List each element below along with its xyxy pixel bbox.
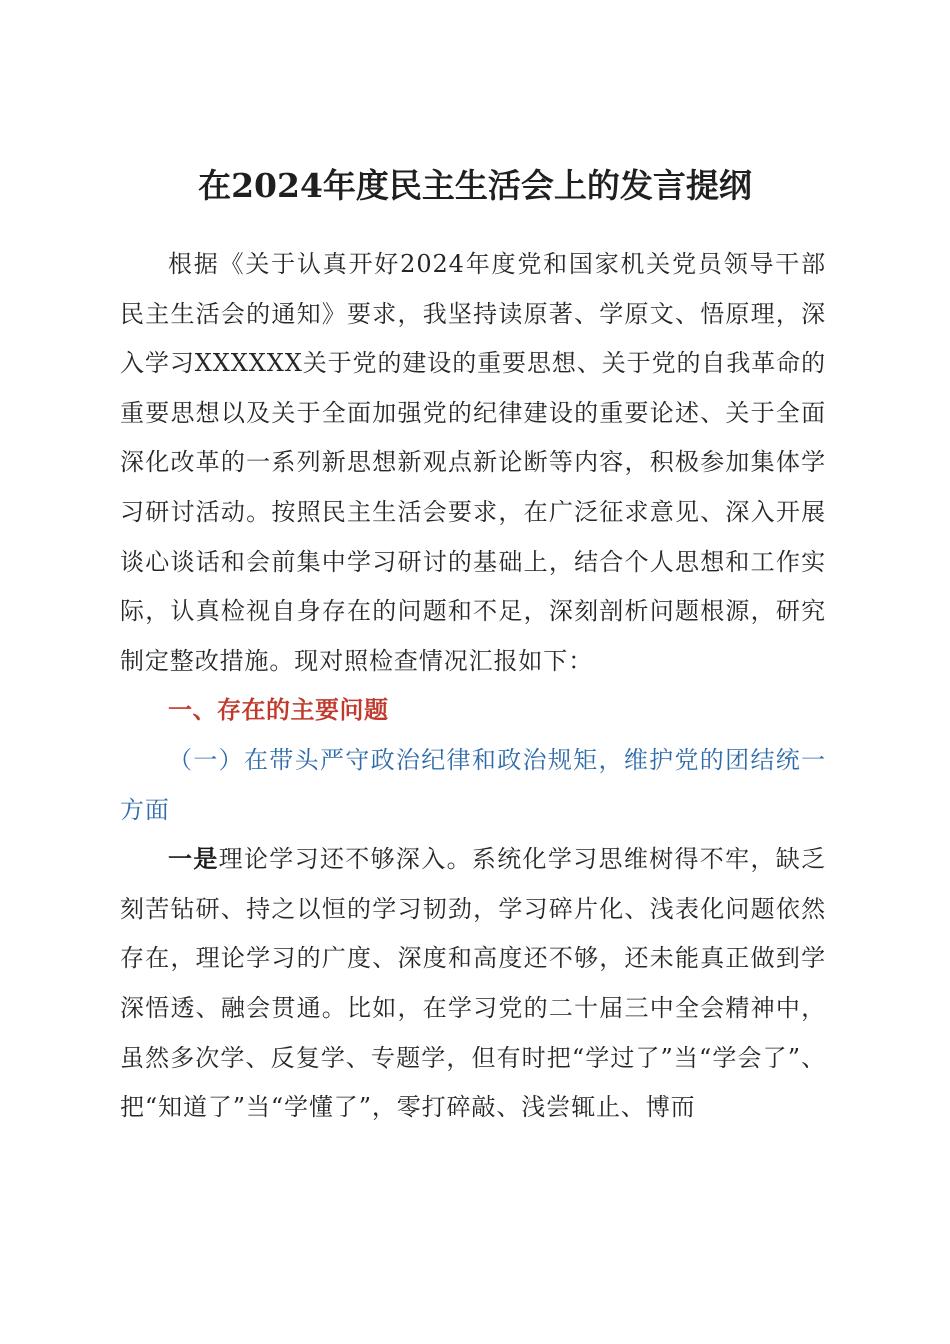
document-title: 在2024年度民主生活会上的发言提纲: [198, 166, 752, 205]
intro-paragraph: 根据《关于认真开好2024年度党和国家机关党员领导干部民主生活会的通知》要求，我坚持读原著、学原文、悟原理，深入学习XXXXXX关于党的建设的重要思想、关于党的自我革命的重要思想以及关于全面加强党的纪律建设的重要论述、关于全面深化改革的一系列新思想新观点新论断等内容，积极参加集体学习研讨活动。按照民主生活会要求，在广泛征求意见、深入开展谈心谈话和会前集中学习研讨的基础上，结合个人思想和工作实际，认真检视自身存在的问题和不足，深刻剖析问题根源，研究制定整改措施。现对照检查情况汇报如下：: [120, 250, 826, 675]
document-body: [120, 240, 826, 1133]
point-text: 理论学习还不够深入。系统化学习思维树得不牢，缺乏刻苦钻研、持之以恒的学习韧劲，学习碎片化、浅表化问题依然存在，理论学习的广度、深度和高度还不够，还未能真正做到学深悟透、融会贯通。比如，在学习党的二十届三中全会精神中，虽然多次学、反复学、专题学，但有时把“学过了”当“学会了”、把“知道了”当“学懂了”，零打碎敲、浅尝辄止、博而: [120, 845, 826, 1122]
section-heading-problems: 一、存在的主要问题: [168, 696, 389, 725]
point-paragraph-1: [120, 835, 826, 1133]
subsection-heading-political-discipline: （一）在带头严守政治纪律和政治规矩，维护党的团结统一方面: [120, 745, 826, 824]
point-lead-label: 一是: [168, 845, 219, 874]
